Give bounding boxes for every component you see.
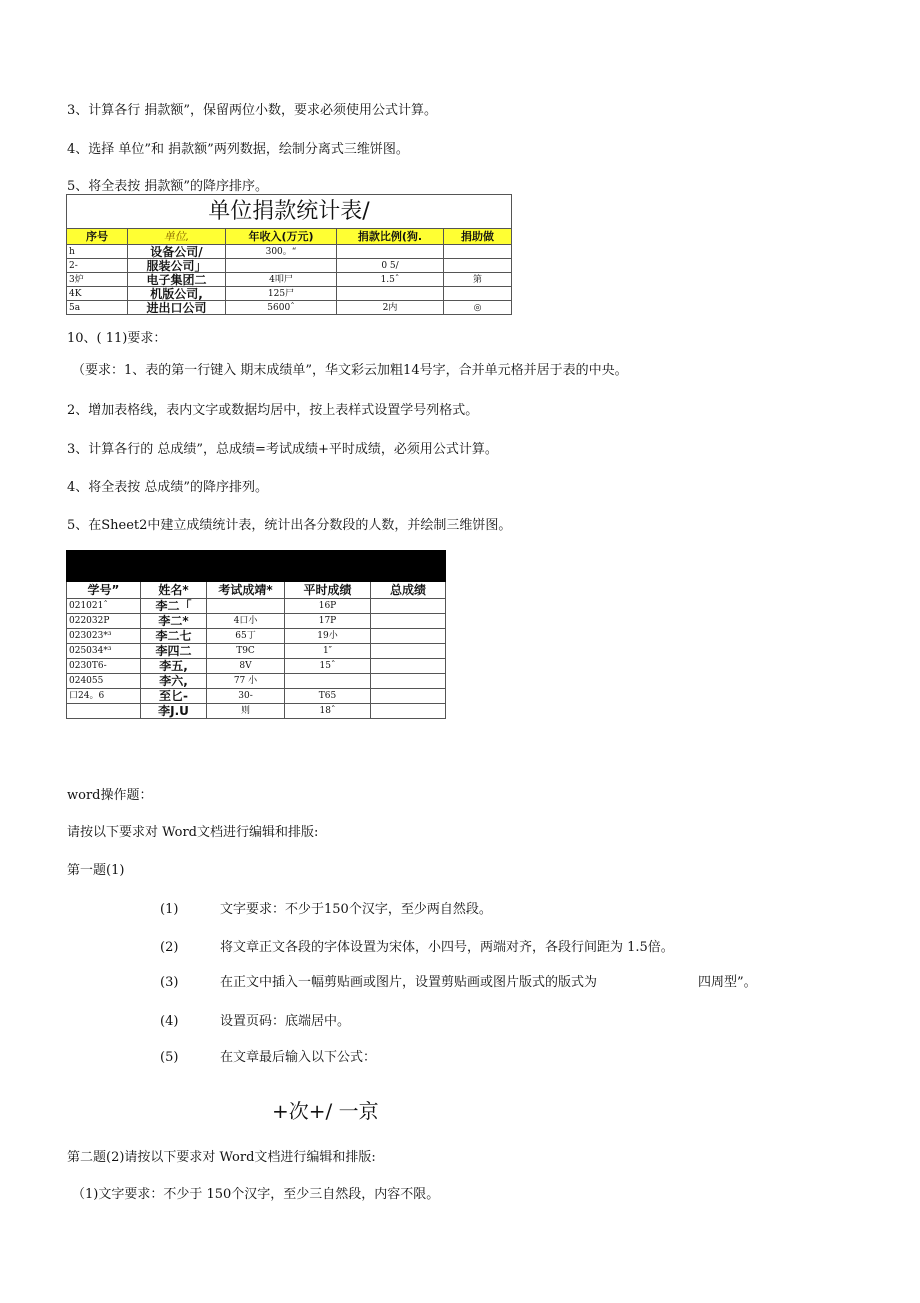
- table-cell: 77 小: [207, 674, 285, 689]
- column-header: 年收入(万元): [226, 229, 337, 245]
- column-header: 捐款比例(狗.: [337, 229, 444, 245]
- table-cell: [337, 287, 444, 301]
- list-item: 在文章最后输入以下公式：: [220, 1050, 377, 1065]
- column-header: 序号: [67, 229, 128, 245]
- list-item: 设置页码：底端居中。: [220, 1014, 351, 1029]
- table-cell: [67, 704, 141, 719]
- table-row: [67, 259, 512, 273]
- table-cell: [371, 659, 446, 674]
- instruction-line: 2、增加表格线，表内文字或数据均居中，按上表样式设置学号列格式。: [67, 403, 479, 418]
- instruction-line: （1)文字要求：不少于 150个汉字，至少三自然段，内容不限。: [72, 1187, 440, 1202]
- table-cell: [371, 629, 446, 644]
- donation-table: [66, 194, 512, 315]
- list-item: 文字要求：不少于150个汉字，至少两自然段。: [220, 902, 492, 917]
- table-cell: T9C: [207, 644, 285, 659]
- instruction-line: 请按以下要求对 Word文档进行编辑和排版:: [67, 825, 319, 840]
- table-cell: 服装公司」: [128, 259, 226, 273]
- instruction-line: 5、在Sheet2中建立成绩统计表，统计出各分数段的人数，并绘制三维饼图。: [67, 518, 512, 533]
- table-cell: 进出口公司: [128, 301, 226, 315]
- instruction-line: 4、选择 单位”和 捐款额”两列数据，绘制分离式三维饼图。: [67, 142, 409, 157]
- list-number: (4): [160, 1014, 179, 1029]
- table-cell: 5600ˆ: [226, 301, 337, 315]
- table-cell: 电子集团二: [128, 273, 226, 287]
- section-heading: 10、( 11)要求：: [67, 331, 167, 346]
- list-item: 将文章正文各段的字体设置为宋体，小四号，两端对齐，各段行间距为 1.5倍。: [220, 940, 674, 955]
- table-title: 单位捐款统计表/: [67, 195, 512, 229]
- instruction-line: 第一题(1): [67, 863, 125, 878]
- table-cell: [371, 689, 446, 704]
- table-row: [67, 659, 446, 674]
- table-cell: 125尸: [226, 287, 337, 301]
- table-cell: 4口小: [207, 614, 285, 629]
- table-cell: 17P: [285, 614, 371, 629]
- instruction-line: 4、将全表按 总成绩”的降序排列。: [67, 480, 269, 495]
- table-cell: 022032P: [67, 614, 141, 629]
- column-header: 考试成靖*: [207, 582, 285, 599]
- table-cell: 65丁: [207, 629, 285, 644]
- table-row: [67, 614, 446, 629]
- table-cell: ◎: [444, 301, 512, 315]
- table-cell: 15ˆ: [285, 659, 371, 674]
- table-cell: 19小: [285, 629, 371, 644]
- table-row: [67, 674, 446, 689]
- list-number: (3): [160, 975, 179, 990]
- table-cell: 025034*³: [67, 644, 141, 659]
- column-header: 单位,: [128, 229, 226, 245]
- table-cell: 2-: [67, 259, 128, 273]
- table-cell: 021021ˆ: [67, 599, 141, 614]
- table-cell: 第: [444, 273, 512, 287]
- title-bar: [67, 551, 446, 582]
- table-cell: 024055: [67, 674, 141, 689]
- table-cell: 机版公司,: [128, 287, 226, 301]
- table-cell: 则: [207, 704, 285, 719]
- table-row: [67, 599, 446, 614]
- table-cell: 口24。6: [67, 689, 141, 704]
- table-cell: 李二「: [141, 599, 207, 614]
- table-cell: 李六,: [141, 674, 207, 689]
- table-row: [67, 689, 446, 704]
- table-cell: 1.5ˆ: [337, 273, 444, 287]
- table-cell: 至匕-: [141, 689, 207, 704]
- table-cell: [444, 245, 512, 259]
- table-cell: 18ˆ: [285, 704, 371, 719]
- table-cell: [444, 287, 512, 301]
- column-header: 捐助做: [444, 229, 512, 245]
- table-cell: 4叩尸: [226, 273, 337, 287]
- table-cell: h: [67, 245, 128, 259]
- table-cell: [371, 614, 446, 629]
- table-cell: 0 5/: [337, 259, 444, 273]
- table-cell: 李二七: [141, 629, 207, 644]
- table-row: [67, 301, 512, 315]
- list-item-extra: 四周型”。: [698, 975, 757, 990]
- list-number: (1): [160, 902, 179, 917]
- table-cell: [226, 259, 337, 273]
- table-cell: [285, 674, 371, 689]
- instruction-line: （要求：1、表的第一行键入 期末成绩单”，华文彩云加粗14号字，合并单元格并居于表的中央。: [72, 363, 628, 378]
- table-cell: 16P: [285, 599, 371, 614]
- table-cell: 4K: [67, 287, 128, 301]
- table-cell: 李五,: [141, 659, 207, 674]
- table-cell: 1″: [285, 644, 371, 659]
- table-cell: 李四二: [141, 644, 207, 659]
- table-cell: 李J.U: [141, 704, 207, 719]
- table-cell: [444, 259, 512, 273]
- instruction-line: 3、计算各行的 总成绩”，总成绩=考试成绩+平时成绩，必须用公式计算。: [67, 442, 498, 457]
- list-number: (2): [160, 940, 179, 955]
- table-cell: 8V: [207, 659, 285, 674]
- table-row: [67, 644, 446, 659]
- table-row: [67, 629, 446, 644]
- table-cell: [371, 644, 446, 659]
- score-table: [66, 550, 446, 719]
- formula: +次+/ 一京: [272, 1099, 379, 1123]
- table-cell: 3炉: [67, 273, 128, 287]
- table-cell: 30-: [207, 689, 285, 704]
- section-heading: 第二题(2)请按以下要求对 Word文档进行编辑和排版:: [67, 1150, 376, 1165]
- table-cell: 023023*³: [67, 629, 141, 644]
- list-number: (5): [160, 1050, 179, 1065]
- table-cell: 2内: [337, 301, 444, 315]
- table-cell: 0230T6-: [67, 659, 141, 674]
- table-cell: [337, 245, 444, 259]
- table-cell: [371, 599, 446, 614]
- table-cell: [371, 704, 446, 719]
- instruction-line: 3、计算各行 捐款额”，保留两位小数，要求必须使用公式计算。: [67, 103, 438, 118]
- table-row: [67, 704, 446, 719]
- table-cell: 300。“: [226, 245, 337, 259]
- table-row: [67, 273, 512, 287]
- list-item: 在正文中插入一幅剪贴画或图片，设置剪贴画或图片版式的版式为: [220, 975, 598, 990]
- table-cell: 5a: [67, 301, 128, 315]
- column-header: 姓名*: [141, 582, 207, 599]
- column-header: 总成绩: [371, 582, 446, 599]
- section-heading: word操作题：: [67, 788, 153, 803]
- table-row: [67, 245, 512, 259]
- table-row: [67, 287, 512, 301]
- column-header: 学号”: [67, 582, 141, 599]
- table-cell: 李二*: [141, 614, 207, 629]
- table-cell: T65: [285, 689, 371, 704]
- table-cell: 设备公司/: [128, 245, 226, 259]
- table-cell: [371, 674, 446, 689]
- table-cell: [207, 599, 285, 614]
- instruction-line: 5、将全表按 捐款额”的降序排序。: [67, 179, 269, 194]
- column-header: 平时成绩: [285, 582, 371, 599]
